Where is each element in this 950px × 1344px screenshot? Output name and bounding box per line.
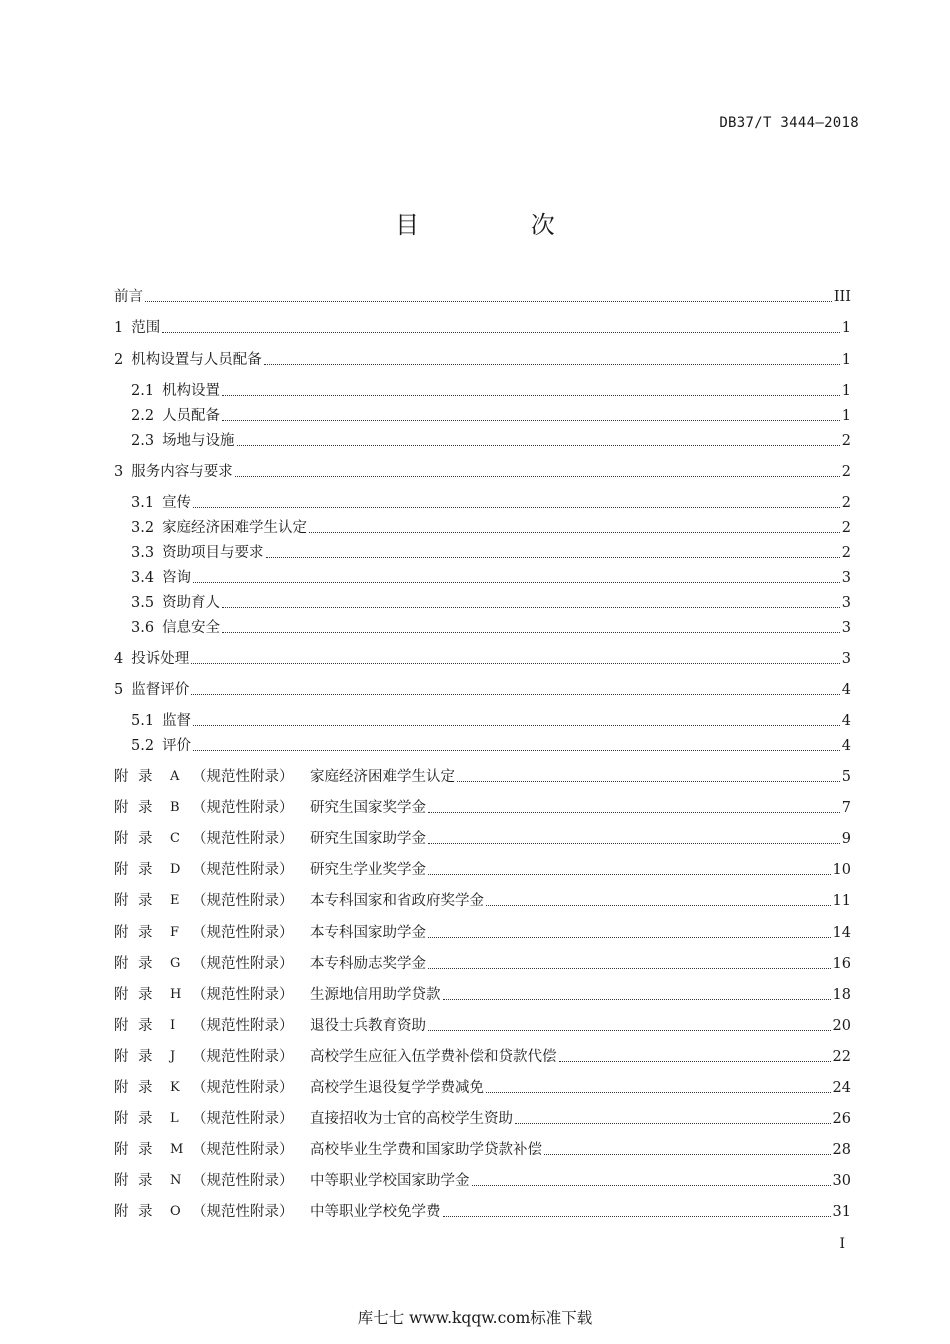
dot-leader — [443, 1216, 831, 1217]
page-ref: 7 — [841, 800, 851, 817]
dot-leader — [191, 663, 840, 664]
page-ref: 4 — [841, 738, 851, 754]
dot-leader — [222, 420, 840, 421]
appendix-word-lu: 录 — [138, 800, 153, 817]
appendix-type: （规范性附录） — [192, 1017, 294, 1034]
appendix-title: 家庭经济困难学生认定 — [310, 769, 455, 785]
dot-leader — [193, 582, 840, 583]
appendix-title: 本专科国家和省政府奖学金 — [310, 893, 484, 910]
toc-entry[interactable] — [131, 617, 851, 639]
toc-entry[interactable] — [114, 286, 851, 308]
section-title: 评价 — [162, 738, 192, 754]
appendix-letter: O — [170, 1204, 181, 1220]
section-number: 5 — [114, 682, 124, 698]
page-number: I — [839, 1236, 845, 1252]
toc-entry[interactable] — [131, 735, 851, 757]
page-ref: 22 — [832, 1048, 851, 1065]
section-number: 4 — [114, 651, 124, 667]
dot-leader — [486, 905, 831, 906]
dot-leader — [193, 750, 840, 751]
appendix-title: 研究生国家助学金 — [310, 831, 426, 848]
appendix-title: 研究生国家奖学金 — [310, 800, 426, 817]
dot-leader — [193, 507, 840, 508]
page-ref: 4 — [841, 682, 851, 698]
section-number: 3.4 — [131, 570, 155, 586]
appendix-type: （规范性附录） — [192, 831, 294, 848]
dot-leader — [457, 781, 840, 782]
page-ref: 28 — [832, 1142, 851, 1159]
section-number: 3.1 — [131, 495, 155, 511]
appendix-letter: I — [170, 1017, 176, 1033]
toc-entry[interactable] — [114, 349, 851, 371]
footer-watermark: 库七七 www.kqqw.com标准下载 — [357, 1309, 593, 1327]
appendix-word-lu: 录 — [138, 1048, 153, 1065]
section-title: 范围 — [131, 320, 161, 336]
appendix-letter: J — [170, 1048, 176, 1064]
page-ref: 1 — [841, 383, 851, 399]
toc-entry[interactable] — [114, 317, 851, 339]
section-title: 监督评价 — [131, 682, 190, 698]
section-number: 2 — [114, 352, 124, 368]
appendix-type: （规范性附录） — [192, 769, 294, 785]
page-ref: 2 — [841, 464, 851, 480]
page-ref: 1 — [841, 408, 851, 424]
dot-leader — [428, 812, 840, 813]
page-ref: 11 — [832, 893, 851, 910]
dot-leader — [264, 364, 840, 365]
appendix-title: 高校学生退役复学学费减免 — [310, 1080, 484, 1096]
appendix-title: 中等职业学校国家助学金 — [310, 1173, 470, 1190]
appendix-title: 本专科国家助学金 — [310, 924, 426, 941]
dot-leader — [428, 968, 831, 969]
section-number: 3 — [114, 464, 124, 480]
dot-leader — [222, 632, 840, 633]
appendix-letter: F — [170, 924, 180, 940]
toc-appendix-entry[interactable] — [114, 1046, 851, 1068]
appendix-word-lu: 录 — [138, 1017, 153, 1034]
dot-leader — [428, 937, 831, 938]
section-number: 3.6 — [131, 620, 155, 636]
toc-entry[interactable] — [131, 380, 851, 402]
page-ref: 3 — [841, 570, 851, 586]
dot-leader — [145, 301, 832, 302]
toc-entry[interactable] — [131, 517, 851, 539]
appendix-letter: K — [170, 1080, 180, 1095]
appendix-word-lu: 录 — [138, 769, 153, 785]
toc-entry[interactable] — [131, 592, 851, 614]
appendix-word-lu: 录 — [138, 1204, 153, 1221]
dot-leader — [428, 1030, 831, 1031]
section-number: 2.3 — [131, 433, 155, 449]
section-title: 人员配备 — [162, 408, 221, 424]
dot-leader — [162, 332, 840, 333]
appendix-word-fu: 附 — [114, 831, 129, 848]
dot-leader — [428, 874, 831, 875]
section-number: 2.2 — [131, 408, 155, 424]
appendix-word-lu: 录 — [138, 924, 153, 941]
dot-leader — [235, 476, 840, 477]
appendix-type: （规范性附录） — [192, 862, 294, 879]
toc-entry[interactable] — [131, 430, 851, 452]
section-title: 监督 — [162, 713, 192, 729]
page-ref: 9 — [841, 831, 851, 848]
page-ref: 10 — [832, 862, 851, 879]
appendix-letter: M — [170, 1142, 184, 1158]
page-ref: 3 — [841, 620, 851, 636]
appendix-letter: B — [170, 800, 180, 816]
dot-leader — [222, 395, 840, 396]
section-title: 服务内容与要求 — [131, 464, 233, 480]
toc-entry[interactable] — [114, 679, 851, 701]
appendix-word-fu: 附 — [114, 955, 129, 972]
section-title: 家庭经济困难学生认定 — [162, 520, 308, 536]
page-ref: 2 — [841, 433, 851, 449]
appendix-title: 直接招收为士官的高校学生资助 — [310, 1111, 513, 1128]
toc-appendix-entry[interactable] — [114, 1077, 851, 1099]
appendix-word-lu: 录 — [138, 1111, 153, 1128]
section-title: 场地与设施 — [162, 433, 235, 449]
appendix-type: （规范性附录） — [192, 800, 294, 817]
appendix-word-fu: 附 — [114, 1173, 129, 1190]
appendix-title: 高校毕业生学费和国家助学贷款补偿 — [310, 1142, 542, 1159]
appendix-word-fu: 附 — [114, 1017, 129, 1034]
dot-leader — [266, 557, 840, 558]
page-ref: 30 — [832, 1173, 851, 1190]
appendix-word-lu: 录 — [138, 955, 153, 972]
appendix-word-lu: 录 — [138, 986, 153, 1003]
appendix-type: （规范性附录） — [192, 1080, 294, 1096]
toc-appendix-entry[interactable] — [114, 953, 851, 975]
dot-leader — [443, 999, 831, 1000]
toc-entry[interactable] — [131, 710, 851, 732]
dot-leader — [486, 1092, 831, 1093]
toc-entry[interactable] — [131, 542, 851, 564]
toc-appendix-entry[interactable] — [114, 890, 851, 912]
section-number: 5.2 — [131, 738, 155, 754]
section-number: 3.3 — [131, 545, 155, 561]
appendix-word-lu: 录 — [138, 831, 153, 848]
section-number: 2.1 — [131, 383, 155, 399]
section-title: 咨询 — [162, 570, 192, 586]
page-ref: 5 — [841, 769, 851, 785]
toc-appendix-entry[interactable] — [114, 984, 851, 1006]
page-ref: 26 — [832, 1111, 851, 1128]
dot-leader — [191, 694, 840, 695]
appendix-letter: H — [170, 986, 182, 1002]
toc-entry[interactable] — [131, 405, 851, 427]
appendix-letter: D — [170, 862, 181, 878]
appendix-word-lu: 录 — [138, 1142, 153, 1159]
toc-appendix-entry[interactable] — [114, 1170, 851, 1192]
dot-leader — [428, 843, 840, 844]
appendix-title: 中等职业学校免学费 — [310, 1204, 441, 1221]
appendix-word-lu: 录 — [138, 1173, 153, 1190]
section-title: 信息安全 — [162, 620, 221, 636]
appendix-type: （规范性附录） — [192, 893, 294, 910]
page-ref: 1 — [841, 352, 851, 368]
appendix-title: 本专科励志奖学金 — [310, 955, 426, 972]
toc-entry[interactable] — [114, 648, 851, 670]
appendix-type: （规范性附录） — [192, 1204, 294, 1221]
toc-entry[interactable] — [131, 567, 851, 589]
section-title: 前言 — [114, 289, 143, 305]
page-ref: 2 — [841, 495, 851, 511]
appendix-letter: G — [170, 955, 181, 971]
page-ref: 18 — [832, 986, 851, 1003]
standard-code: DB37/T 3444—2018 — [719, 115, 859, 131]
appendix-title: 退役士兵教育资助 — [310, 1017, 426, 1034]
page-ref: 2 — [841, 545, 851, 561]
appendix-word-lu: 录 — [138, 1080, 153, 1096]
appendix-word-fu: 附 — [114, 986, 129, 1003]
appendix-word-fu: 附 — [114, 1204, 129, 1221]
section-title: 投诉处理 — [131, 651, 190, 667]
section-title: 宣传 — [162, 495, 192, 511]
section-title: 机构设置与人员配备 — [131, 352, 262, 368]
toc-entry[interactable] — [114, 461, 851, 483]
page-ref: 1 — [841, 320, 851, 336]
page-ref: 2 — [841, 520, 851, 536]
appendix-title: 生源地信用助学贷款 — [310, 986, 441, 1003]
dot-leader — [309, 532, 840, 533]
appendix-word-fu: 附 — [114, 800, 129, 817]
appendix-type: （规范性附录） — [192, 955, 294, 972]
toc-appendix-entry[interactable] — [114, 922, 851, 944]
appendix-type: （规范性附录） — [192, 1173, 294, 1190]
page-ref: 16 — [832, 955, 851, 972]
appendix-letter: C — [170, 831, 180, 847]
appendix-word-fu: 附 — [114, 1048, 129, 1065]
appendix-word-lu: 录 — [138, 862, 153, 879]
appendix-word-fu: 附 — [114, 1111, 129, 1128]
section-number: 1 — [114, 320, 124, 336]
appendix-word-fu: 附 — [114, 924, 129, 941]
appendix-type: （规范性附录） — [192, 924, 294, 941]
toc-appendix-entry[interactable] — [114, 1015, 851, 1037]
section-number: 3.2 — [131, 520, 155, 536]
dot-leader — [559, 1061, 831, 1062]
appendix-word-lu: 录 — [138, 893, 153, 910]
appendix-type: （规范性附录） — [192, 1048, 294, 1065]
dot-leader — [193, 725, 840, 726]
page-ref: 14 — [832, 924, 851, 941]
page-title: 目 次 — [395, 211, 607, 239]
appendix-word-fu: 附 — [114, 769, 129, 785]
toc-appendix-entry[interactable] — [114, 797, 851, 819]
page-ref: 4 — [841, 713, 851, 729]
appendix-word-fu: 附 — [114, 862, 129, 879]
section-number: 5.1 — [131, 713, 155, 729]
section-title: 资助项目与要求 — [162, 545, 264, 561]
page-ref: 20 — [832, 1017, 851, 1034]
page-ref: 24 — [832, 1080, 851, 1096]
toc-entry[interactable] — [131, 492, 851, 514]
appendix-type: （规范性附录） — [192, 986, 294, 1003]
toc-appendix-entry[interactable] — [114, 1139, 851, 1161]
page-ref: III — [833, 289, 851, 305]
dot-leader — [472, 1185, 831, 1186]
dot-leader — [222, 607, 840, 608]
toc-appendix-entry[interactable] — [114, 828, 851, 850]
appendix-type: （规范性附录） — [192, 1111, 294, 1128]
appendix-letter: A — [170, 769, 180, 784]
appendix-type: （规范性附录） — [192, 1142, 294, 1159]
section-title: 机构设置 — [162, 383, 221, 399]
toc-appendix-entry[interactable] — [114, 1108, 851, 1130]
appendix-word-fu: 附 — [114, 1080, 129, 1096]
appendix-word-fu: 附 — [114, 1142, 129, 1159]
section-number: 3.5 — [131, 595, 155, 611]
section-title: 资助育人 — [162, 595, 221, 611]
dot-leader — [237, 445, 840, 446]
toc-appendix-entry[interactable] — [114, 859, 851, 881]
appendix-letter: E — [170, 893, 180, 909]
toc-appendix-entry[interactable] — [114, 766, 851, 788]
dot-leader — [544, 1154, 831, 1155]
appendix-word-fu: 附 — [114, 893, 129, 910]
page-ref: 3 — [841, 651, 851, 667]
appendix-title: 研究生学业奖学金 — [310, 862, 426, 879]
appendix-letter: N — [170, 1173, 182, 1189]
dot-leader — [515, 1123, 831, 1124]
page-ref: 31 — [832, 1204, 851, 1221]
appendix-title: 高校学生应征入伍学费补偿和贷款代偿 — [310, 1048, 557, 1065]
appendix-letter: L — [170, 1111, 179, 1127]
page-ref: 3 — [841, 595, 851, 611]
toc-appendix-entry[interactable] — [114, 1201, 851, 1223]
